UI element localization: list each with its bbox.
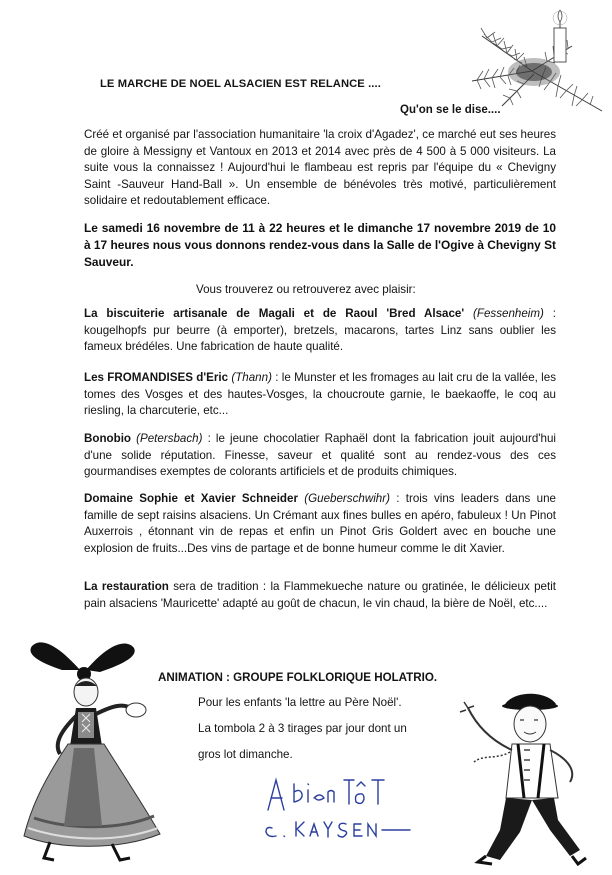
animation-line: gros lot dimanche. [198, 748, 293, 761]
vendor-paragraph [84, 306, 556, 356]
vendor-description: : le jeune chocolatier Raphaël dont la fabrication jouit aujourd'hui d'une solide réputation. Finesse, saveur et qualité sont au rendez-vous des ces gourmandises exemptes de colorants artificiels et de produits chimiques. [84, 432, 556, 478]
page-subtitle: Qu'on se le dise.... [400, 104, 501, 116]
vendor-place: (Petersbach) [136, 432, 203, 445]
animation-title: ANIMATION : GROUPE FOLKLORIQUE HOLATRIO. [158, 671, 438, 684]
vendor-name: Domaine Sophie et Xavier Schneider [84, 492, 298, 505]
vendor-place: (Fessenheim) [473, 307, 544, 320]
vendor-description: : le Munster et les fromages au lait cru de la vallée, les tomes des Vosges et des hautes-Vosges, la choucroute garnie, le baekaoffe, le coq au riesling, la charcuterie, etc... [84, 371, 556, 417]
alsatian-boy-illustration [420, 680, 590, 870]
intro-paragraph: Créé et organisé par l'association humanitaire 'la croix d'Agadez', ce marché eut ses heures de gloire à Messigny et Vantoux en 2013 et 2014 avec près de 4 500 à 5 000 visiteurs. La suite vous la connaissez ! Aujourd'hui le flambeau est repris par l'équipe du « Chevigny Saint -Sauveur Hand-Ball ». Un ensemble de bénévoles très motivé, particulièrement solidaire et redoutablement efficace. [84, 128, 556, 207]
handwritten-signature [262, 772, 432, 842]
vendor-name: La biscuiterie artisanale de Magali et de Raoul 'Bred Alsace' [84, 307, 465, 320]
restauration-description: sera de tradition : la Flammekueche nature ou gratinée, le délicieux petit pain alsaciens 'Mauricette' adapté au goût de chacun, le vin chaud, la bière de Noël, etc.... [84, 580, 556, 610]
vendor-paragraph [84, 491, 556, 557]
restauration-label: La restauration [84, 580, 169, 593]
vendors-lead: Vous trouverez ou retrouverez avec plaisir: [196, 283, 416, 296]
vendor-paragraph [84, 431, 556, 481]
alsatian-girl-illustration [20, 636, 170, 868]
animation-line: La tombola 2 à 3 tirages par jour dont un [198, 722, 407, 735]
christmas-branch-illustration [462, 6, 610, 118]
vendor-paragraph [84, 370, 556, 420]
vendor-place: (Gueberschwihr) [304, 492, 390, 505]
vendor-description: : trois vins leaders dans une famille de sept raisins alsaciens. Un Crémant aux fines bulles en apéro, fabuleux ! Un Pinot Auxerrois , étonnant vin de repas et enfin un Pinot Gris Goldert avec en bouche une explosion de fruits...Des vins de partage et de bonne humeur comme le dit Xavier. [84, 492, 556, 555]
restauration-paragraph [84, 579, 556, 612]
event-dates-paragraph: Le samedi 16 novembre de 11 à 22 heures et le dimanche 17 novembre 2019 de 10 à 17 heures nous vous donnons rendez-vous dans la Salle de l'Ogive à Chevigny St Sauveur. [84, 221, 556, 269]
vendor-name: Bonobio [84, 432, 132, 445]
page-title: LE MARCHE DE NOEL ALSACIEN EST RELANCE .... [100, 78, 381, 90]
vendor-description: : kougelhopfs pur beurre (à emporter), bretzels, macarons, tartes Linz sans oublier les fameux brédéles. Une fabrication de haute qualité. [84, 307, 556, 353]
vendor-place: (Thann) [231, 371, 272, 384]
vendor-name: Les FROMANDISES d'Eric [84, 371, 229, 384]
animation-line: Pour les enfants 'la lettre au Père Noël'. [198, 696, 402, 709]
